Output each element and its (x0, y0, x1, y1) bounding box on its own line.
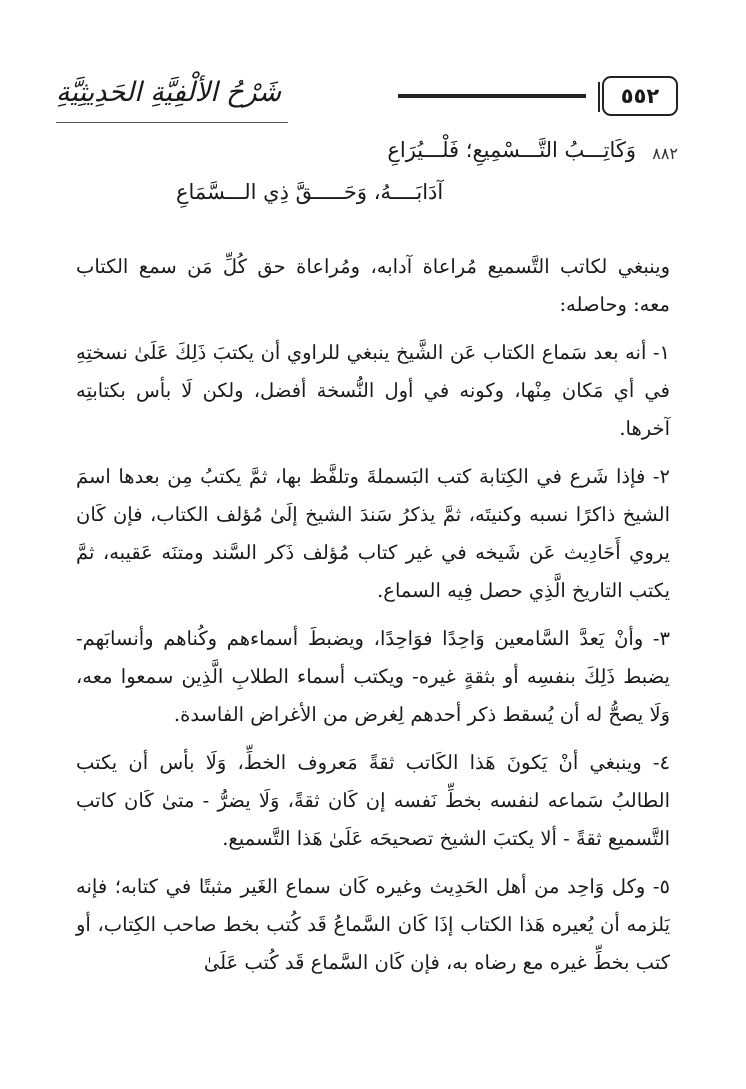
header-rule (398, 94, 586, 98)
verse-block (176, 138, 678, 224)
point-4: ٤- وينبغي أنْ يَكونَ هَذا الكَاتب ثقةً مَعروف الخطِّ، وَلَا بأس أن يكتب الطالبُ سَماعه لنفسه بخطِّ نَفسه إن كَان ثقةً، وَلَا يضرُّ - متىٰ كَان كاتب التَّسميع ثقةً - ألا يكتبَ الشيخ تصحيحَه عَلَىٰ هَذا التَّسميع. (76, 751, 670, 850)
commentary-body (76, 248, 670, 982)
page-number: ٥٥٢ (602, 76, 678, 116)
point-3: ٣- وأنْ يَعدَّ السَّامعين وَاحِدًا فوَاحِدًا، ويضبطَ أسماءهم وكُناهم وأنسابَهم- يضبط ذَلِكَ بنفسِه أو بثقةٍ غيره- ويكتب أسماء الطلابِ الَّذِين سمعوا معه، وَلَا يصحُّ له أن يُسقط ذكر أحدهم لِغرض من الأغراض الفاسدة. (76, 627, 670, 726)
point-2: ٢- فإذا شَرع في الكِتابة كتب البَسملةَ وتلفَّظ بها، ثمَّ يكتبُ مِن بعدها اسمَ الشيخ ذاكرًا نسبه وكنيتَه، ثمَّ يذكرُ سَندَ الشيخ إلَىٰ مُؤلف الكتاب، فإن كَان يروي أَحَادِيث عَن شَيخه في غير كتاب مُؤلف ذَكر السَّند ومتنَه عَقيبه، ثمَّ يكتب التاريخ الَّذِي حصل فِيه السماع. (76, 465, 670, 602)
running-title: شَرْحُ الألْفِيَّةِ الحَدِيثِيَّةِ (56, 77, 282, 108)
commentary-intro: وينبغي لكاتب التَّسميع مُراعاة آدابه، ومُراعاة حق كُلِّ مَن سمع الكتاب معه: وحاصله: (76, 255, 670, 316)
point-1: ١- أنه بعد سَماع الكتاب عَن الشَّيخ ينبغي للراوي أن يكتبَ ذَلِكَ عَلَىٰ نسختِهِ في أي مَكان مِنْها، وكونه في أول النُّسخة أفضل، ولكن لَا بأس بكتابتِه آخرها. (76, 341, 670, 440)
verse-number: ٨٨٢ (652, 144, 678, 163)
point-5: ٥- وكل وَاحِد من أهل الحَدِيث وغيره كَان سماع الغَير مثبتًا في كتابه؛ فإنه يَلزمه أن يُعيره هَذا الكتاب إذَا كَان السَّماعُ قَد كُتب بخط صاحب الكِتاب، أو كتب بخطِّ غيره مع رضاه به، فإن كَان السَّماع قَد كُتب عَلَىٰ (76, 875, 670, 974)
page-header (56, 68, 678, 128)
verse-second-hemistich: آدَابَــــهُ، وَحَـــــقَّ ذِي الـــسَّمَاعِ (176, 180, 444, 204)
verse-first-hemistich: وَكَاتِـــبُ التَّـــسْمِيعِ؛ فَلْـــيُرَاعِ (387, 138, 636, 162)
header-underline (56, 122, 288, 123)
